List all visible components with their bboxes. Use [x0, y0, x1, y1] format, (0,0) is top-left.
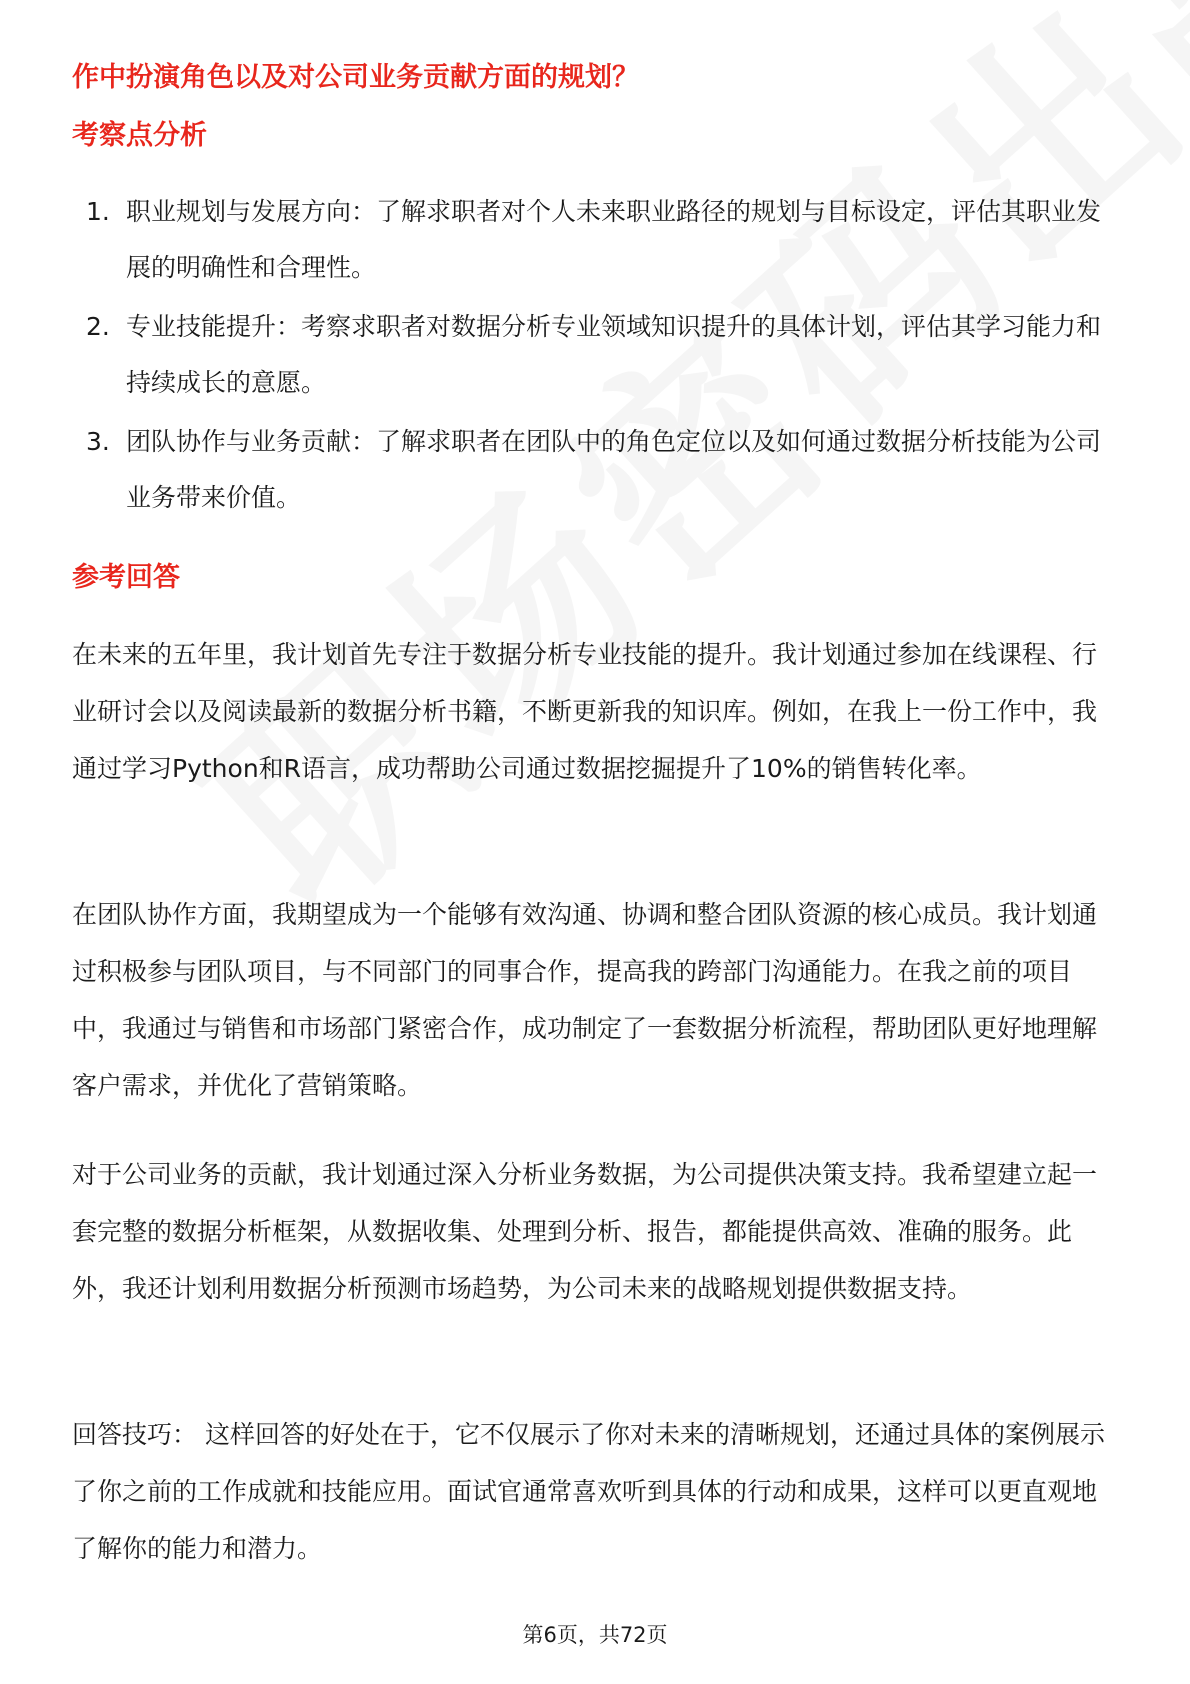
analysis-point [72, 184, 1118, 296]
answer-paragraph: 在未来的五年里，我计划首先专注于数据分析专业技能的提升。我计划通过参加在线课程、行业研讨会以及阅读最新的数据分析书籍，不断更新我的知识库。例如，在我上一份工作中，我通过学习Python和R语言，成功帮助公司通过数据挖掘提升了10%的销售转化率。 [72, 640, 1098, 783]
point-number: 3. [86, 427, 110, 456]
point-number: 2. [86, 312, 110, 341]
point-text: 职业规划与发展方向：了解求职者对个人未来职业路径的规划与目标设定，评估其职业发展的明确性和合理性。 [126, 197, 1102, 282]
analysis-point [72, 414, 1118, 526]
answer-paragraph: 对于公司业务的贡献，我计划通过深入分析业务数据，为公司提供决策支持。我希望建立起一套完整的数据分析框架，从数据收集、处理到分析、报告，都能提供高效、准确的服务。此外，我还计划利用数据分析预测市场趋势，为公司未来的战略规划提供数据支持。 [72, 1160, 1098, 1303]
analysis-point [72, 299, 1118, 411]
answer-paragraph: 在团队协作方面，我期望成为一个能够有效沟通、协调和整合团队资源的核心成员。我计划通过积极参与团队项目，与不同部门的同事合作，提高我的跨部门沟通能力。在我之前的项目中，我通过与销售和市场部门紧密合作，成功制定了一套数据分析流程，帮助团队更好地理解客户需求，并优化了营销策略。 [72, 900, 1098, 1100]
question-title: 作中扮演角色以及对公司业务贡献方面的规划？ [72, 62, 639, 93]
page-number: 第6页，共72页 [522, 1623, 668, 1647]
answer-tips-paragraph: 回答技巧： 这样回答的好处在于，它不仅展示了你对未来的清晰规划，还通过具体的案例展示了你之前的工作成就和技能应用。面试官通常喜欢听到具体的行动和成果，这样可以更直观地了解你的能力和潜力。 [72, 1420, 1105, 1563]
analysis-heading: 考察点分析 [72, 120, 207, 151]
analysis-points-list [72, 184, 1118, 529]
answer-heading: 参考回答 [72, 562, 180, 593]
point-text: 专业技能提升：考察求职者对数据分析专业领域知识提升的具体计划，评估其学习能力和持续成长的意愿。 [126, 312, 1102, 397]
point-number: 1. [86, 197, 110, 226]
point-text: 团队协作与业务贡献：了解求职者在团队中的角色定位以及如何通过数据分析技能为公司业务带来价值。 [126, 427, 1102, 512]
